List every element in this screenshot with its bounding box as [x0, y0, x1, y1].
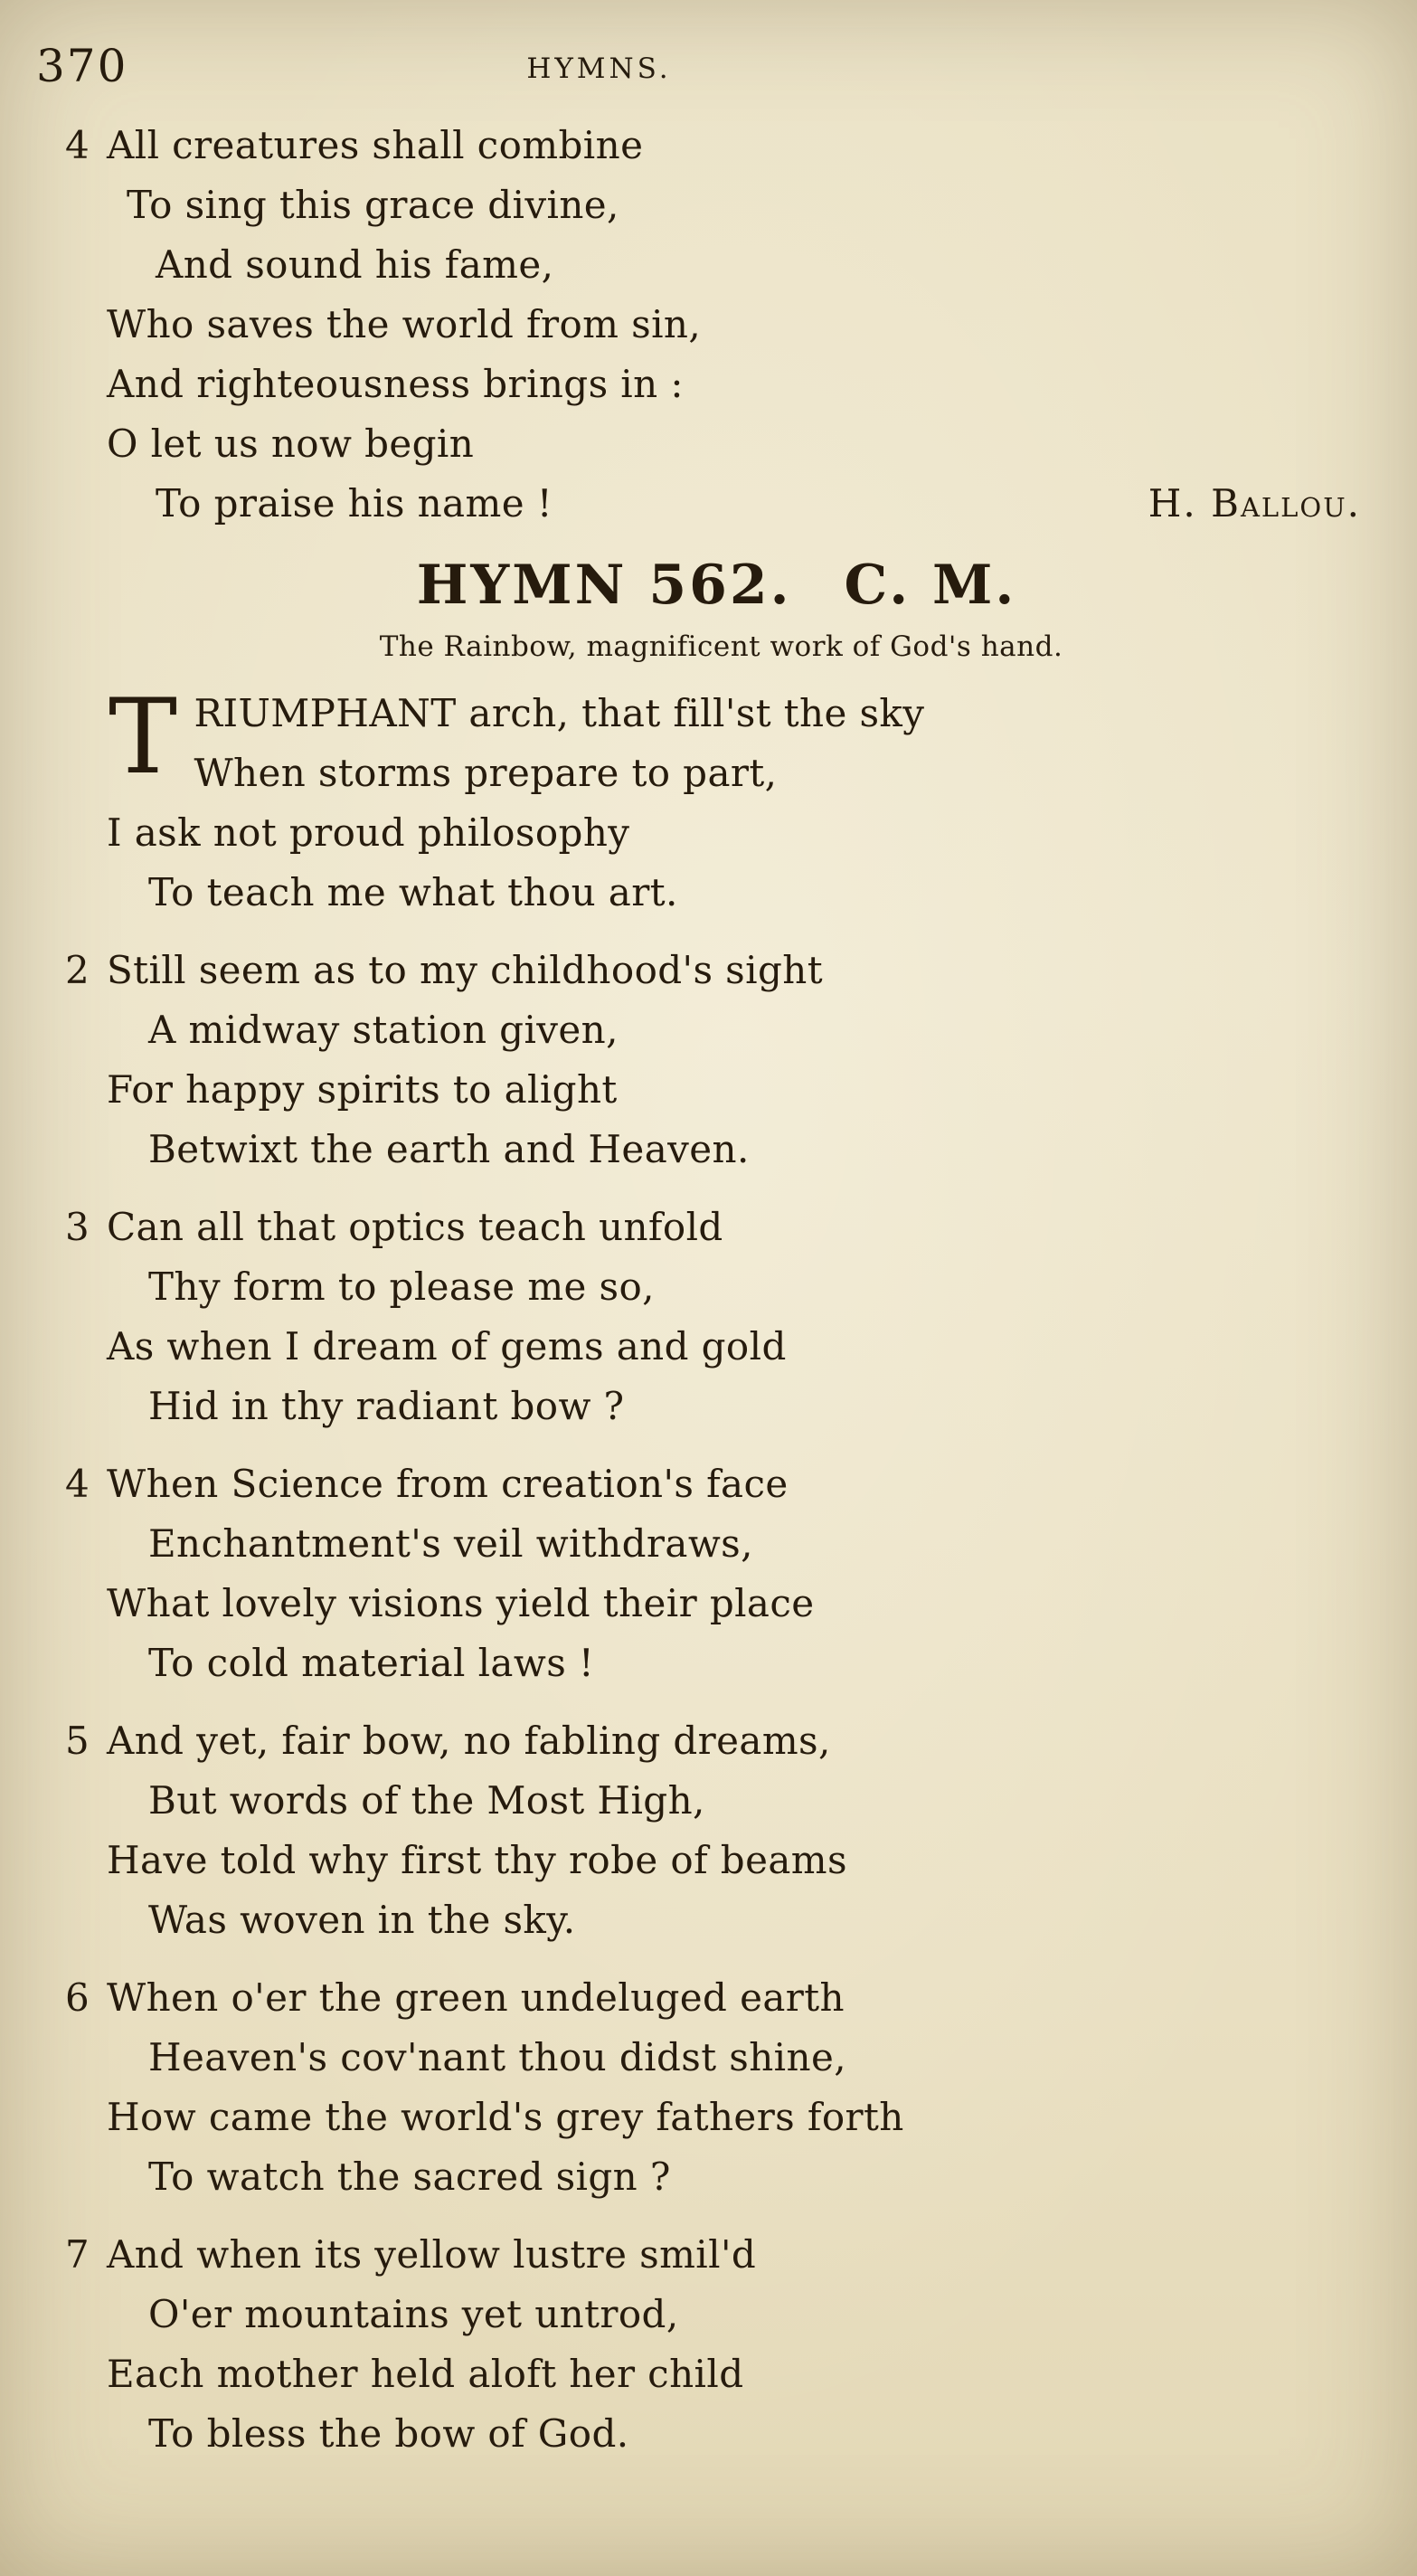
verse-line: When storms prepare to part,	[194, 751, 778, 795]
hymn-meter: C. M.	[844, 554, 1017, 617]
verse-line: As when I dream of gems and gold	[107, 1324, 787, 1368]
verse-line: What lovely visions yield their place	[107, 1581, 815, 1625]
page-number: 370	[36, 40, 128, 92]
drop-cap: T	[109, 677, 178, 797]
verse-number: 2	[65, 948, 90, 992]
verse-line: And sound his fame,	[156, 242, 554, 287]
verse-line: To sing this grace divine,	[127, 183, 619, 227]
verse-line: Hid in thy radiant bow ?	[148, 1384, 625, 1428]
verse-line-text: And yet, fair bow, no fabling dreams,	[107, 1719, 831, 1763]
verse-5	[65, 1711, 1363, 1950]
hymn-title: HYMN 562.	[416, 554, 792, 617]
verse-line: O'er mountains yet untrod,	[148, 2292, 679, 2336]
verse-line: A midway station given,	[148, 1008, 619, 1052]
verse-3	[65, 1198, 1363, 1436]
verse-line-text: Still seem as to my childhood's sight	[107, 948, 823, 992]
verse-2	[65, 941, 1363, 1179]
hymn-subtitle: The Rainbow, magnificent work of God's hand.	[379, 630, 1063, 663]
author-attribution: H. Ballou.	[1148, 481, 1361, 526]
verse-line: Have told why first thy robe of beams	[107, 1838, 847, 1882]
verse-line	[65, 941, 1363, 1000]
verse-line: To bless the bow of God.	[148, 2411, 629, 2456]
verse-line: To cold material laws !	[148, 1641, 595, 1685]
verse-line: Enchantment's veil withdraws,	[148, 1521, 753, 1566]
verse-number: 7	[65, 2232, 90, 2277]
verse-line: RIUMPHANT arch, that fill'st the sky	[194, 691, 925, 735]
verse-line-text: All creatures shall combine	[107, 123, 644, 167]
verse-line: And righteousness brings in :	[107, 362, 684, 406]
verse-line-text: To praise his name !	[156, 481, 553, 526]
verse-line: To watch the sacred sign ?	[148, 2155, 671, 2199]
verse-number: 3	[65, 1205, 90, 1249]
verse-1	[107, 677, 1363, 923]
verse-line: Betwixt the earth and Heaven.	[148, 1127, 750, 1171]
verse-line: How came the world's grey fathers forth	[107, 2095, 904, 2139]
verse-line	[65, 1968, 1363, 2028]
verse-line	[65, 1711, 1363, 1771]
verse-line: O let us now begin	[107, 421, 475, 466]
verse-line: Each mother held aloft her child	[107, 2352, 744, 2396]
verse-line-text: Can all that optics teach unfold	[107, 1205, 723, 1249]
verse-number: 4	[65, 1462, 90, 1506]
verse-6	[65, 1968, 1363, 2207]
verse-number: 6	[65, 1975, 90, 2020]
verse-4	[65, 1454, 1363, 1693]
verse-line: Was woven in the sky.	[148, 1898, 576, 1942]
verse-line: But words of the Most High,	[148, 1778, 705, 1823]
running-header: HYMNS.	[526, 52, 672, 85]
verse-number: 4	[65, 123, 90, 167]
verse-line	[65, 1198, 1363, 1257]
verse-line: To teach me what thou art.	[148, 870, 678, 914]
verse-line	[65, 1454, 1363, 1514]
verse-line: I ask not proud philosophy	[107, 810, 630, 855]
verse-line: For happy spirits to alight	[107, 1067, 618, 1112]
verse-line	[156, 474, 1363, 534]
verse-previous-hymn	[65, 116, 1363, 534]
verse-line: Heaven's cov'nant thou didst shine,	[148, 2035, 846, 2079]
verse-number: 5	[65, 1719, 90, 1763]
verse-line: Thy form to please me so,	[148, 1264, 655, 1309]
verse-line-text: When Science from creation's face	[107, 1462, 789, 1506]
verse-line-text: When o'er the green undeluged earth	[107, 1975, 845, 2020]
verse-line: Who saves the world from sin,	[107, 302, 702, 346]
verse-line	[65, 2225, 1363, 2285]
page-header	[36, 40, 1363, 116]
hymn-heading	[107, 552, 1327, 619]
verse-line-text: And when its yellow lustre smil'd	[107, 2232, 757, 2277]
verse-7	[65, 2225, 1363, 2464]
verse-line	[65, 116, 1363, 175]
